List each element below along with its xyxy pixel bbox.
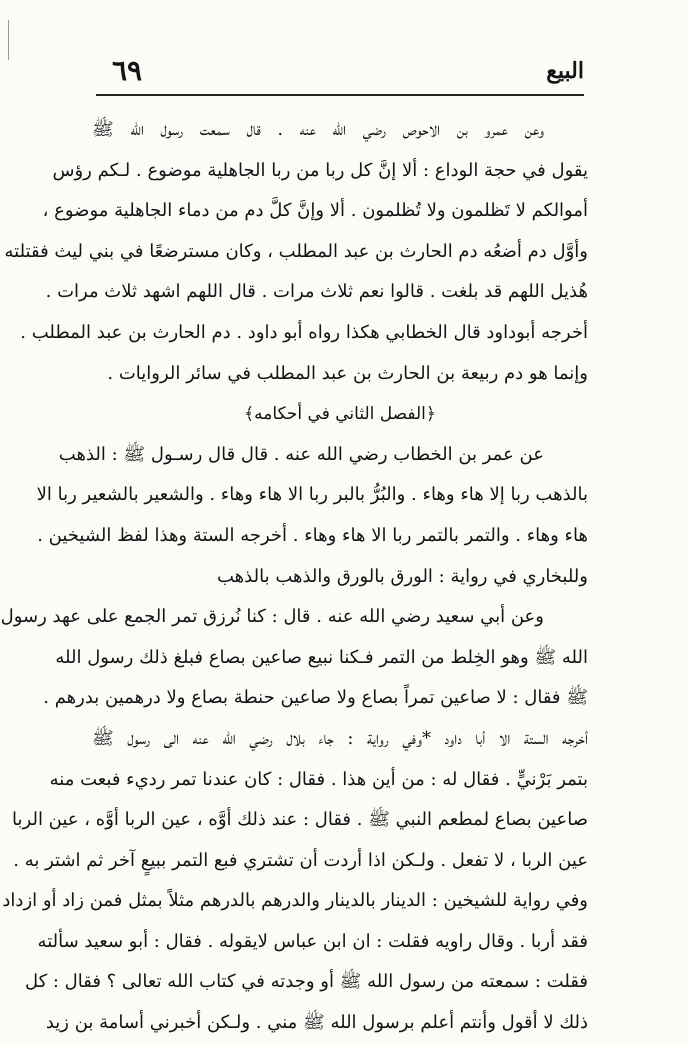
text-line: وللبخاري في رواية : الورق بالورق والذهب بالذهب (217, 565, 588, 587)
text-line: وعن عمرو بن الاحوص رضي الله عنه . قال سمعت رسول الله ﷺ (92, 119, 544, 140)
text-line: ذلك لا أقول وأنتم أعلم برسول الله ﷺ مني . ولـكن أخبرني أسامة بن زيد (45, 1012, 588, 1034)
running-title: البيع (546, 58, 584, 84)
section-heading: ﴿الفصل الثاني في أحكامه﴾ (244, 404, 436, 425)
text-line: الله ﷺ وهو الخِلط من التمر فـكنا نبيع صاعين بصاع فبلغ ذلك رسول الله (55, 646, 588, 668)
text-line: عين الربا ، لا تفعل . ولـكن اذا أردت أن تشتري فبع التمر ببيعٍ آخر ثم اشتر به . (13, 849, 588, 871)
page-header (96, 52, 584, 92)
text-line: أخرجه أبوداود قال الخطابي هكذا رواه أبو داود . دم الحارث بن عبد المطلب . (20, 321, 588, 343)
text-line: فقلت : سمعته من رسول الله ﷺ أو وجدته في كتاب الله تعالى ؟ فقال : كل (24, 971, 588, 993)
text-line: هُذيل اللهم قد بلغت . قالوا نعم ثلاث مرات . قال اللهم اشهد ثلاث مرات . (45, 281, 588, 303)
text-line: وفي رواية للشيخين : الدينار بالدينار والدرهم بالدرهم مثلاً بمثل فمن زاد أو ازداد (2, 890, 588, 912)
text-line: وأوَّل دم أضعُه دم الحارث بن عبد المطلب ، وكان مسترضعًا في بني ليث فقتلته (4, 240, 588, 262)
text-line: بالذهب ربا إلا هاء وهاء . والبُرُّ بالبر ربا الا هاء وهاء . والشعير بالشعير ربا الا (36, 484, 588, 506)
body-text (0, 110, 588, 1044)
text-line: بتمر بَرْنيٍّ . فقال له : من أين هذا . فقال : كان عندنا تمر رديء فبعت منه (49, 768, 588, 790)
margin-mark (8, 20, 9, 60)
header-rule (96, 94, 584, 96)
text-line: أخرجه الستة الا أبا داود *وفي رواية : جاء بلال رضي الله عنه الى رسول ﷺ (92, 727, 588, 749)
text-line: وعن أبي سعيد رضي الله عنه . قال : كنا نُرزق تمر الجمع على عهد رسول (0, 606, 544, 628)
text-line: أموالكم لا تَظلمون ولا تُظلمون . ألا وإنَّ كلَّ دم من دماء الجاهلية موضوع ، (42, 200, 588, 222)
text-line: صاعين بصاع لمطعم النبي ﷺ . فقال : عند ذلك أوَّه ، عين الربا أوَّه ، عين الربا (12, 809, 588, 831)
text-line: هاء وهاء . والتمر بالتمر ربا الا هاء وهاء . أخرجه الستة وهذا لفظ الشيخين . (37, 524, 588, 546)
text-line: وإنما هو دم ربيعة بن الحارث بن عبد المطلب في سائر الروايات . (107, 362, 588, 384)
page-number: ٦٩ (112, 54, 143, 87)
text-line: ﷺ فقال : لا صاعين تمراً بصاع ولا صاعين حنطة بصاع ولا درهمين بدرهم . (43, 687, 588, 709)
text-line: فقد أربا . وقال راويه فقلت : ان ابن عباس لايقوله . فقال : أبو سعيد سألته (37, 930, 588, 952)
text-line: عن عمر بن الخطاب رضي الله عنه . قال قال رسـول ﷺ : الذهب (58, 443, 544, 465)
text-line: يقول في حجة الوداع : ألا إنَّ كل ربا من ربا الجاهلية موضوع . لـكم رؤس (52, 159, 588, 181)
